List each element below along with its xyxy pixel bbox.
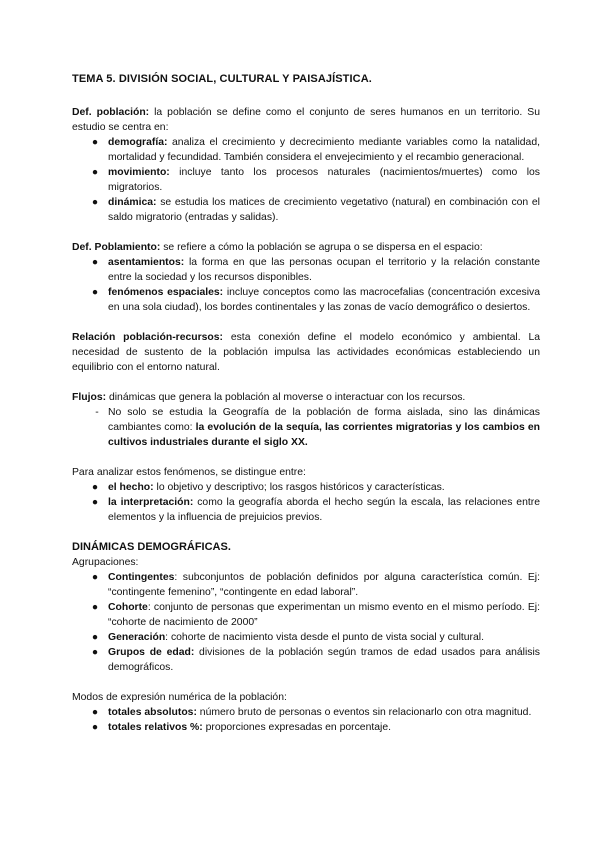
section-poblacion [72,105,540,225]
list-item [72,135,540,165]
bullet-icon: ● [91,647,99,658]
list-item [72,285,540,315]
relacion-paragraph [72,330,540,375]
term: totales relativos %: [108,722,203,733]
text: incluye conceptos como las macrocefalias (concentración excesiva en una sola ciudad), los bordes continentales y las zonas de vacío demográfico o desiertos. [108,287,540,313]
agrupaciones-label: Agrupaciones: [72,557,139,568]
bullet-icon: ● [91,257,99,268]
bold-text: la evolución de la sequía, las corrientes migratorias y los cambios en cultivos industriales durante el siglo XX. [108,422,540,448]
term: Def. Poblamiento: [72,242,161,253]
bullet-icon: ● [91,137,99,148]
analisis-intro: Para analizar estos fenómenos, se distingue entre: [72,467,306,478]
term: fenómenos espaciales: [108,287,224,298]
section-modos [72,690,540,735]
section-flujos [72,390,540,450]
list-item [72,720,540,735]
poblamiento-list [72,255,540,315]
term: dinámica: [108,197,157,208]
list-item [72,495,540,525]
bullet-icon: ● [91,722,99,733]
term: el hecho: [108,482,154,493]
list-item [72,705,540,720]
term: Contingentes [108,572,175,583]
term: Def. población: [72,107,150,118]
term: Flujos: [72,392,107,403]
text: No solo se estudia la Geografía de la población de forma aislada, sino las dinámicas cambiantes como: [108,407,540,433]
list-item [72,570,540,600]
text: se estudia los matices de crecimiento vegetativo (natural) en combinación con el saldo migratorio (entradas y salidas). [108,197,540,223]
modos-list [72,705,540,735]
term: Grupos de edad: [108,647,195,658]
flujos-list [72,405,540,450]
list-item [72,195,540,225]
document-title: TEMA 5. DIVISIÓN SOCIAL, CULTURAL Y PAISAJÍSTICA. [72,73,372,85]
text: proporciones expresadas en porcentaje. [202,722,392,733]
bullet-icon: ● [91,497,99,508]
text: divisiones de la población según tramos de edad usados para análisis demográficos. [108,647,540,673]
bullet-icon: ● [91,602,99,613]
text: analiza el crecimiento y decrecimiento mediante variables como la natalidad, mortalidad y fecundidad. También considera el envejecimiento y el recambio generacional. [108,137,540,163]
term: movimiento: [108,167,170,178]
analisis-list [72,480,540,525]
term: Generación [108,632,166,643]
section-poblamiento [72,240,540,315]
section-analisis [72,465,540,525]
text: lo objetivo y descriptivo; los rasgos históricos y características. [153,482,445,493]
def-poblacion [72,105,540,135]
poblacion-list [72,135,540,225]
dash-icon: - [95,407,99,418]
modos-intro: Modos de expresión numérica de la población: [72,692,287,703]
text: : cohorte de nacimiento vista desde el punto de vista social y cultural. [165,632,484,643]
text: la población se define como el conjunto de seres humanos en un territorio. Su estudio se centra en: [72,107,540,133]
text: esta conexión define el modelo económico y ambiental. La necesidad de sustento de la población impulsa las actividades económicas estableciendo un equilibrio con el entorno natural. [72,332,541,373]
bullet-icon: ● [91,167,99,178]
def-poblamiento [72,240,540,255]
term: Cohorte [108,602,148,613]
list-item [72,255,540,285]
bullet-icon: ● [91,572,99,583]
list-item [72,600,540,630]
section-relacion [72,330,540,375]
term: totales absolutos: [108,707,197,718]
bullet-icon: ● [91,707,99,718]
text: como la geografía aborda el hecho según la escala, las relaciones entre elementos y la influencia de prejuicios previos. [108,497,540,523]
text: dinámicas que genera la población al moverse o interactuar con los recursos. [106,392,466,403]
bullet-icon: ● [91,482,99,493]
bullet-icon: ● [91,632,99,643]
text: número bruto de personas o eventos sin relacionarlo con otra magnitud. [196,707,532,718]
dinamicas-list [72,570,540,675]
term: asentamientos: [108,257,185,268]
list-item [72,405,540,450]
term: Relación población-recursos: [72,332,224,343]
bullet-icon: ● [91,197,99,208]
flujos-paragraph [72,390,540,405]
term: la interpretación: [108,497,194,508]
term: demografía: [108,137,168,148]
text: : subconjuntos de población definidos por alguna característica común. Ej: “contingente femenino”, “contingente en edad laboral”. [108,572,540,598]
section-dinamicas [72,540,540,675]
list-item [72,480,540,495]
text: la forma en que las personas ocupan el territorio y la relación constante entre la sociedad y los recursos disponibles. [108,257,540,283]
list-item [72,165,540,195]
list-item [72,630,540,645]
text: incluye tanto los procesos naturales (nacimientos/muertes) como los migratorios. [108,167,540,193]
text: : conjunto de personas que experimentan un mismo evento en el mismo período. Ej: “cohorte de nacimiento de 2000” [108,602,540,628]
section-heading: DINÁMICAS DEMOGRÁFICAS. [72,541,231,553]
bullet-icon: ● [91,287,99,298]
text: se refiere a cómo la población se agrupa o se dispersa en el espacio: [160,242,483,253]
list-item [72,645,540,675]
